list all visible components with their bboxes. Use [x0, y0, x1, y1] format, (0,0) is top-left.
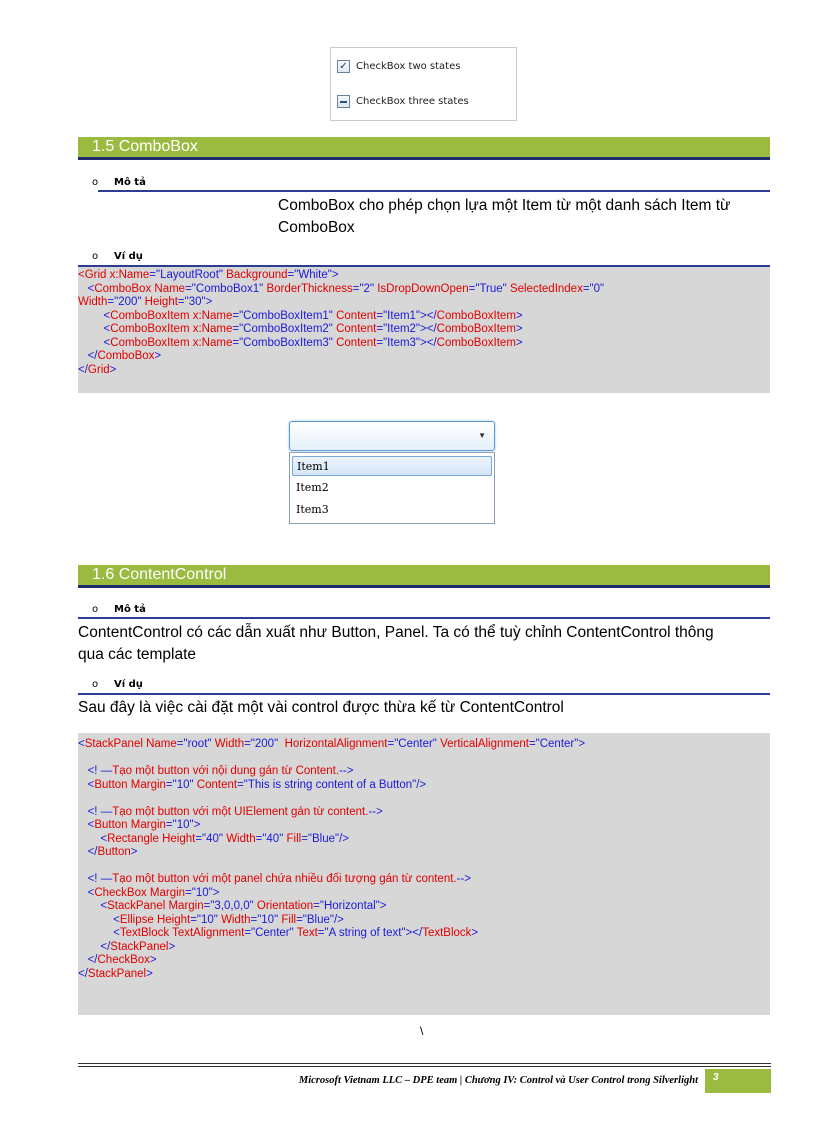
combobox-item[interactable]: Item3	[296, 503, 329, 516]
footer-rule	[78, 1063, 771, 1064]
checkbox-two-states[interactable]	[337, 60, 460, 73]
code-line: </ComboBox>	[78, 350, 162, 362]
code-line	[78, 792, 770, 806]
code-line: <Rectangle Height="40" Width="40" Fill="Blue"/>	[78, 832, 349, 845]
code-line: <ComboBoxItem x:Name="ComboBoxItem2" Content="Item2"></ComboBoxItem>	[78, 323, 523, 335]
desc-line-2: ComboBox	[278, 219, 355, 236]
desc-line-1: ContentControl có các dẫn xuất như Button, Panel. Ta có thể tuỳ chỉnh ContentControl thông	[78, 624, 714, 641]
code-line: Width="200" Height="30">	[78, 296, 213, 308]
code-line: <StackPanel Margin="3,0,0,0" Orientation="Horizontal">	[78, 900, 387, 912]
code-block-combobox	[78, 267, 770, 393]
contentcontrol-description	[78, 622, 714, 666]
code-line: </StackPanel>	[78, 967, 153, 980]
example-intro: Sau đây là việc cài đặt một vài control được thừa kế từ ContentControl	[78, 699, 564, 716]
bullet: o	[92, 177, 99, 188]
code-line	[78, 860, 770, 874]
code-block-contentcontrol	[78, 733, 770, 1015]
code-line: <! —Tạo một button với một panel chứa nhiều đối tượng gán từ content.-->	[78, 873, 471, 885]
bullet: o	[92, 251, 99, 262]
code-line: <StackPanel Name="root" Width="200" HorizontalAlignment="Center" VerticalAlignment="Center">	[78, 738, 586, 750]
desc-label-text: Mô tả	[114, 604, 146, 615]
combobox-dropdown-list	[289, 452, 495, 524]
code-line: </CheckBox>	[78, 954, 157, 966]
code-line: <ComboBoxItem x:Name="ComboBoxItem3" Content="Item3"></ComboBoxItem>	[78, 336, 523, 349]
checkbox-two-states-label: CheckBox two states	[356, 61, 461, 72]
code-line: <TextBlock TextAlignment="Center" Text="A string of text"></TextBlock>	[78, 927, 479, 939]
checkmark-icon: ✓	[337, 60, 350, 73]
code-line: <! —Tạo một button với một UIElement gán từ content.-->	[78, 805, 383, 818]
desc-label-text: Mô tả	[114, 177, 146, 188]
checkbox-three-states-label: CheckBox three states	[356, 96, 469, 107]
section-divider	[78, 157, 770, 160]
section-divider	[78, 585, 770, 588]
code-line: </Button>	[78, 846, 138, 858]
stray-mark: \	[420, 1024, 424, 1038]
code-line: <! —Tạo một button với nội dung gán từ Content.-->	[78, 765, 354, 777]
code-line	[78, 752, 770, 766]
footer-rule	[78, 1066, 771, 1067]
footer-text: Microsoft Vietnam LLC – DPE team | Chương IV: Control và User Control trong Silverlight	[298, 1075, 698, 1086]
sub-divider	[78, 693, 770, 695]
desc-label	[92, 604, 146, 615]
bullet: o	[92, 604, 99, 615]
sub-divider	[98, 190, 770, 192]
bullet: o	[92, 679, 99, 690]
desc-line-1: ComboBox cho phép chọn lựa một Item từ một danh sách Item từ	[278, 197, 731, 214]
page-number: 3	[705, 1069, 771, 1093]
section-heading-combobox: 1.5 ComboBox	[78, 137, 770, 157]
code-line: <Grid x:Name="LayoutRoot" Background="White">	[78, 269, 339, 281]
example-label-text: Ví dụ	[114, 679, 143, 690]
checkbox-three-states[interactable]	[337, 95, 469, 108]
code-line: <CheckBox Margin="10">	[78, 886, 220, 899]
combobox-header[interactable]	[289, 421, 495, 451]
desc-label	[92, 177, 146, 188]
combobox-description	[278, 195, 730, 239]
combobox-item[interactable]: Item2	[296, 481, 329, 494]
code-line: <ComboBox Name="ComboBox1" BorderThickness="2" IsDropDownOpen="True" SelectedIndex="0"	[78, 282, 605, 295]
code-line: </Grid>	[78, 363, 117, 376]
code-line: <Ellipse Height="10" Width="10" Fill="Blue"/>	[78, 913, 344, 926]
indeterminate-icon	[337, 95, 350, 108]
example-label	[92, 251, 143, 262]
code-line: <Button Margin="10">	[78, 819, 201, 831]
checkbox-figure	[330, 47, 517, 121]
code-line: </StackPanel>	[78, 940, 176, 953]
sub-divider	[78, 617, 770, 619]
section-heading-contentcontrol: 1.6 ContentControl	[78, 565, 770, 585]
combobox-item[interactable]: Item1	[292, 456, 492, 476]
example-label	[92, 679, 143, 690]
example-label-text: Ví dụ	[114, 251, 143, 262]
code-line: <Button Margin="10" Content="This is string content of a Button"/>	[78, 778, 427, 791]
desc-line-2: qua các template	[78, 646, 197, 663]
dropdown-arrow-icon: ▼	[478, 431, 486, 440]
code-line: <ComboBoxItem x:Name="ComboBoxItem1" Content="Item1"></ComboBoxItem>	[78, 309, 523, 322]
